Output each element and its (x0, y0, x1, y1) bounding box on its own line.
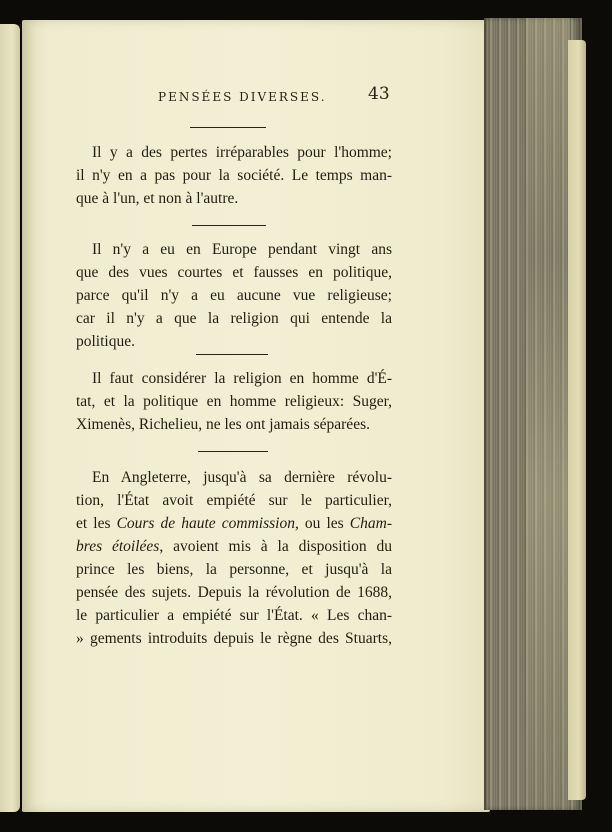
paragraph-3 (76, 367, 392, 436)
italic-title: Cham- (349, 515, 392, 532)
previous-page-edge (0, 24, 20, 812)
text-run: , ou les (294, 515, 350, 532)
section-rule (198, 451, 268, 452)
text-line: prince les biens, la personne, et jusqu'à la (76, 561, 392, 578)
running-title: PENSÉES DIVERSES. (158, 90, 327, 104)
text-line: Ximenès, Richelieu, ne les ont jamais séparées. (76, 416, 370, 433)
text-line: Il y a des pertes irréparables pour l'homme; (92, 144, 392, 161)
text-line: le particulier a empiété sur l'État. « Les chan- (76, 607, 392, 624)
text-line: Il n'y a eu en Europe pendant vingt ans (92, 241, 392, 258)
text-line: que à l'un, et non à l'autre. (76, 190, 239, 207)
section-rule (196, 354, 268, 355)
text-run: et les (76, 515, 117, 532)
section-rule (192, 225, 266, 226)
text-line: tat, et la politique en homme religieux: Suger, (76, 393, 392, 410)
text-line: tion, l'État avoit empiété sur le particulier, (76, 492, 392, 509)
paragraph-4 (76, 466, 392, 650)
text-line: pensée des sujets. Depuis la révolution de 1688, (76, 584, 392, 601)
italic-title: bres étoilées (76, 538, 160, 555)
cover-edge (568, 40, 586, 800)
text-line-mixed (76, 535, 392, 558)
text-line: En Angleterre, jusqu'à sa dernière révolu- (92, 469, 392, 486)
text-line-mixed (76, 512, 392, 535)
italic-title: Cours de haute commission (116, 515, 295, 532)
text-line: » gements introduits depuis le règne des Stuarts, (76, 630, 392, 647)
text-run: , avoient mis à la disposition du (159, 538, 392, 555)
text-line: il n'y en a pas pour la société. Le temps man- (76, 167, 392, 184)
paragraph-2 (76, 238, 392, 353)
text-line: car il n'y a que la religion qui entende la (76, 310, 392, 327)
page-number: 43 (368, 84, 390, 104)
paragraph-1 (76, 141, 392, 210)
text-line: politique. (76, 333, 135, 350)
text-line: parce qu'il n'y a eu aucune vue religieuse; (76, 287, 392, 304)
text-line: que des vues courtes et fausses en politique, (76, 264, 392, 281)
text-line: Il faut considérer la religion en homme d'É- (92, 370, 392, 387)
section-rule (190, 127, 266, 128)
